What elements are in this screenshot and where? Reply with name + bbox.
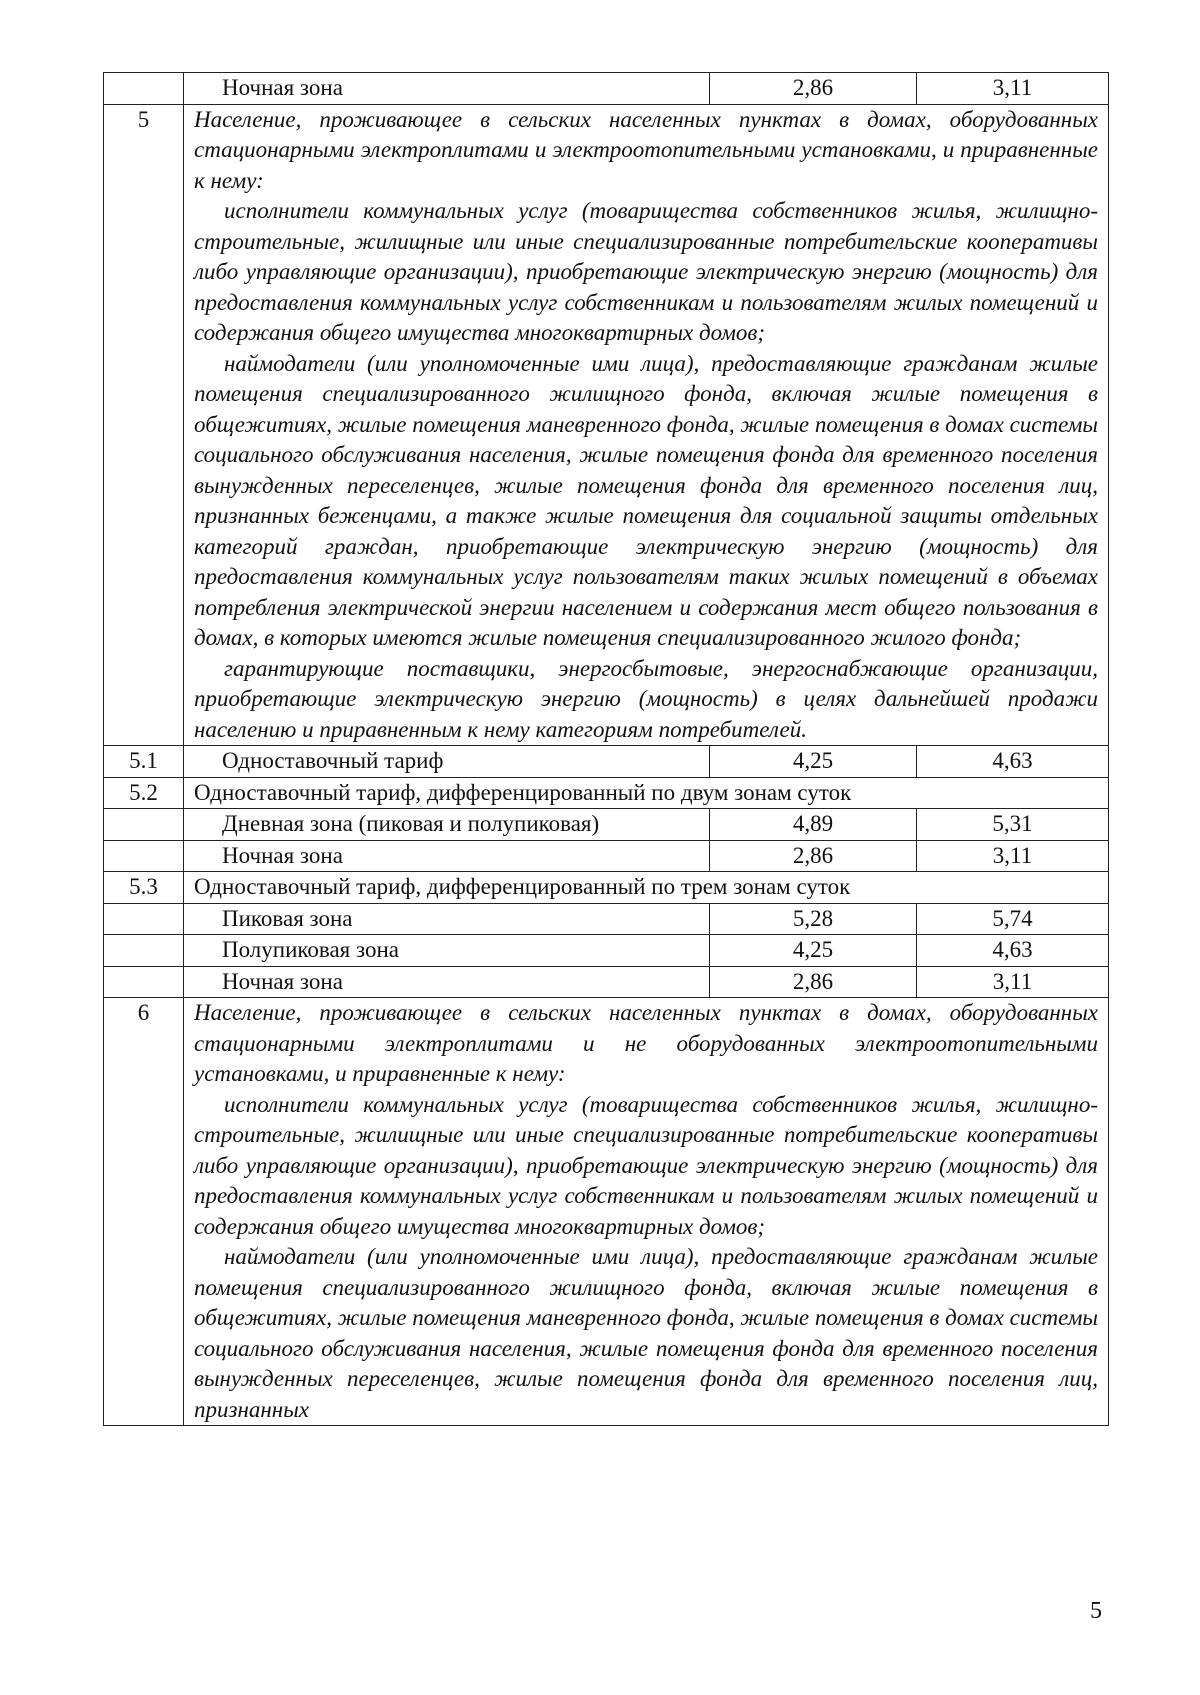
consumer-group-description (184, 998, 1109, 1426)
tariff-value-1: 2,86 (710, 966, 917, 998)
tariff-row (104, 935, 1109, 967)
tariff-row (104, 746, 1109, 778)
description-paragraph: исполнители коммунальных услуг (товарищества собственников жилья, жилищно-строительные, жилищные или иные специализированные потребительские кооперативы либо управляющие организации), приобретающие электрическую энергию (мощность) для предоставления коммунальных услуг собственникам и пользователям жилых помещений и содержания общего имущества многоквартирных домов; (194, 198, 1098, 345)
tariff-value-1: 2,86 (710, 840, 917, 872)
row-number: 5.1 (104, 746, 184, 778)
tariff-value-2: 4,63 (917, 746, 1109, 778)
tariff-row (104, 903, 1109, 935)
consumer-group-row (104, 104, 1109, 746)
tariff-label: Ночная зона (184, 73, 710, 105)
row-number (104, 966, 184, 998)
description-paragraph: Население, проживающее в сельских населенных пунктах в домах, оборудованных стационарными электроплитами и электроотопительными установками, и приравненные к нему: (194, 106, 1098, 193)
tariff-group-label: Одноставочный тариф, дифференцированный по трем зонам суток (184, 872, 1109, 904)
tariff-group-row (104, 777, 1109, 809)
tariff-table (103, 72, 1109, 1426)
tariff-label: Ночная зона (184, 966, 710, 998)
tariff-row (104, 966, 1109, 998)
row-number (104, 903, 184, 935)
tariff-value-2: 3,11 (917, 966, 1109, 998)
description-paragraph: исполнители коммунальных услуг (товарищества собственников жилья, жилищно-строительные, жилищные или иные специализированные потребительские кооперативы либо управляющие организации), приобретающие электрическую энергию (мощность) для предоставления коммунальных услуг собственникам и пользователям жилых помещений и содержания общего имущества многоквартирных домов; (194, 1091, 1098, 1239)
tariff-group-row (104, 872, 1109, 904)
row-number: 5.2 (104, 777, 184, 809)
tariff-row (104, 73, 1109, 105)
tariff-value-2: 5,74 (917, 903, 1109, 935)
description-paragraph: Население, проживающее в сельских населенных пунктах в домах, оборудованных стационарными электроплитами и не оборудованных электроотопительными установками, и приравненные к нему: (194, 1000, 1098, 1086)
description-paragraph: наймодатели (или уполномоченные ими лица), предоставляющие гражданам жилые помещения специализированного жилищного фонда, включая жилые помещения в общежитиях, жилые помещения маневренного фонда, жилые помещения в домах системы социального обслуживания населения, жилые помещения фонда для временного поселения вынужденных переселенцев, жилые помещения фонда для временного поселения лиц, признанных беженцами, а также жилые помещения для социальной защиты отдельных категорий граждан, приобретающие электрическую энергию (мощность) для предоставления коммунальных услуг пользователям таких жилых помещений в объемах потребления электрической энергии населением и содержания мест общего пользования в домах, в которых имеются жилые помещения специализированного жилого фонда; (194, 350, 1098, 650)
page-number: 5 (1090, 1598, 1102, 1624)
tariff-value-1: 2,86 (710, 73, 917, 105)
description-paragraph: наймодатели (или уполномоченные ими лица), предоставляющие гражданам жилые помещения специализированного жилищного фонда, включая жилые помещения в общежитиях, жилые помещения маневренного фонда, жилые помещения в домах системы социального обслуживания населения, жилые помещения фонда для временного поселения вынужденных переселенцев, жилые помещения фонда для временного поселения лиц, признанных (194, 1244, 1098, 1422)
consumer-group-row (104, 998, 1109, 1426)
tariff-label: Полупиковая зона (184, 935, 710, 967)
tariff-table-body (104, 73, 1109, 1426)
tariff-value-2: 3,11 (917, 840, 1109, 872)
tariff-row (104, 840, 1109, 872)
tariff-label: Пиковая зона (184, 903, 710, 935)
tariff-value-2: 5,31 (917, 809, 1109, 841)
tariff-value-2: 4,63 (917, 935, 1109, 967)
row-number (104, 935, 184, 967)
tariff-label: Одноставочный тариф (184, 746, 710, 778)
row-number (104, 840, 184, 872)
row-number: 5 (104, 104, 184, 746)
tariff-value-1: 5,28 (710, 903, 917, 935)
row-number (104, 809, 184, 841)
tariff-label: Ночная зона (184, 840, 710, 872)
tariff-label: Дневная зона (пиковая и полупиковая) (184, 809, 710, 841)
row-number: 5.3 (104, 872, 184, 904)
tariff-value-1: 4,25 (710, 935, 917, 967)
tariff-value-2: 3,11 (917, 73, 1109, 105)
description-paragraph: гарантирующие поставщики, энергосбытовые, энергоснабжающие организации, приобретающие электрическую энергию (мощность) в целях дальнейшей продажи населению и приравненным к нему категориям потребителей. (194, 655, 1098, 742)
tariff-value-1: 4,89 (710, 809, 917, 841)
tariff-value-1: 4,25 (710, 746, 917, 778)
row-number: 6 (104, 998, 184, 1426)
tariff-group-label: Одноставочный тариф, дифференцированный по двум зонам суток (184, 777, 1109, 809)
tariff-row (104, 809, 1109, 841)
row-number (104, 73, 184, 105)
consumer-group-description (184, 104, 1109, 746)
